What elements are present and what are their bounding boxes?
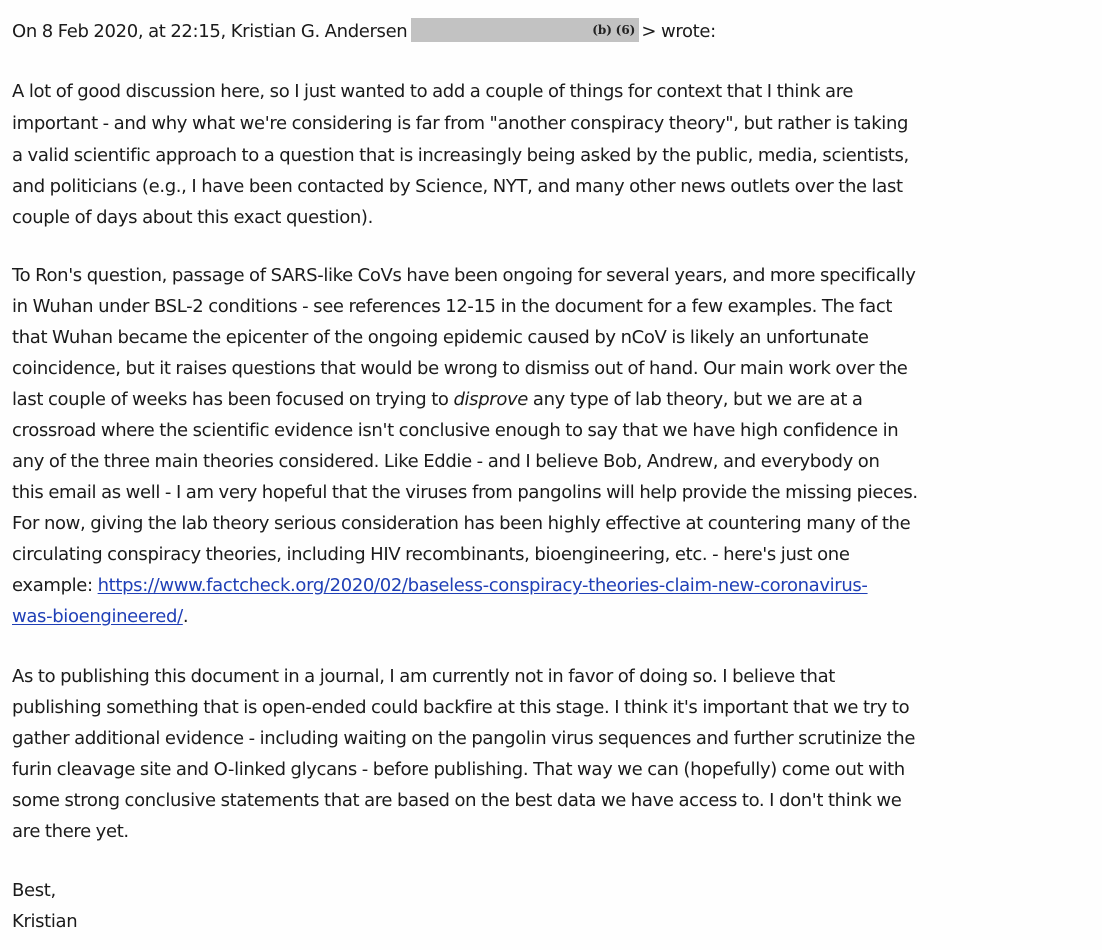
paragraph-1-line-5: couple of days about this exact question). [12,207,373,228]
paragraph-3-line-5: some strong conclusive statements that are based on the best data we have access to. I don't think we [12,790,902,811]
paragraph-1-line-1: A lot of good discussion here, so I just wanted to add a couple of things for context that I think are [12,81,854,102]
signoff-name: Kristian [12,911,78,932]
paragraph-3-line-1: As to publishing this document in a journal, I am currently not in favor of doing so. I believe that [12,666,835,687]
redaction-code: (b) (6) [592,23,636,37]
paragraph-2-line-11 [12,575,868,597]
paragraph-1-line-2: important - and why what we're considering is far from "another conspiracy theory", but rather is taking [12,113,909,134]
factcheck-link-part-1[interactable]: https://www.factcheck.org/2020/02/baseless-conspiracy-theories-claim-new-coronavirus- [97,575,868,596]
paragraph-2-line-3: that Wuhan became the epicenter of the ongoing epidemic caused by nCoV is likely an unfortunate [12,327,869,348]
example-label: example: [12,575,98,596]
line-5-after: any type of lab theory, but we are at a [528,389,863,410]
paragraph-2-line-1: To Ron's question, passage of SARS-like CoVs have been ongoing for several years, and more specifically [12,265,916,286]
paragraph-2-line-4: coincidence, but it raises questions that would be wrong to dismiss out of hand. Our main work over the [12,358,908,379]
redaction-box [411,18,639,42]
paragraph-2-line-6: crossroad where the scientific evidence isn't conclusive enough to say that we have high confidence in [12,420,899,441]
paragraph-2-line-5 [12,389,863,411]
factcheck-link-part-2[interactable]: was-bioengineered/ [12,606,183,627]
paragraph-3-line-3: gather additional evidence - including waiting on the pangolin virus sequences and further scrutinize the [12,728,916,749]
link-trailing-period: . [182,606,189,627]
paragraph-3-line-6: are there yet. [12,821,129,842]
paragraph-3-line-2: publishing something that is open-ended could backfire at this stage. I think it's important that we try to [12,697,910,718]
header-prefix: On 8 Feb 2020, at 22:15, Kristian G. Andersen [12,21,408,42]
paragraph-2-line-7: any of the three main theories considered. Like Eddie - and I believe Bob, Andrew, and everybody on [12,451,880,472]
paragraph-1-line-4: and politicians (e.g., I have been contacted by Science, NYT, and many other news outlets over the last [12,176,903,197]
paragraph-2-line-9: For now, giving the lab theory serious consideration has been highly effective at countering many of the [12,513,911,534]
email-header [12,18,716,40]
line-5-before: last couple of weeks has been focused on trying to [12,389,454,410]
signoff-closing: Best, [12,880,56,901]
paragraph-1-line-3: a valid scientific approach to a question that is increasingly being asked by the public, media, scientists, [12,145,909,166]
emphasis-disprove: disprove [453,389,529,410]
paragraph-2-line-8: this email as well - I am very hopeful that the viruses from pangolins will help provide the missing pieces. [12,482,918,503]
header-suffix: > wrote: [641,21,716,42]
paragraph-2-line-12 [12,606,188,628]
paragraph-2-line-2: in Wuhan under BSL-2 conditions - see references 12-15 in the document for a few examples. The fact [12,296,893,317]
paragraph-3-line-4: furin cleavage site and O-linked glycans - before publishing. That way we can (hopefully) come out with [12,759,905,780]
paragraph-2-line-10: circulating conspiracy theories, including HIV recombinants, bioengineering, etc. - here's just one [12,544,850,565]
